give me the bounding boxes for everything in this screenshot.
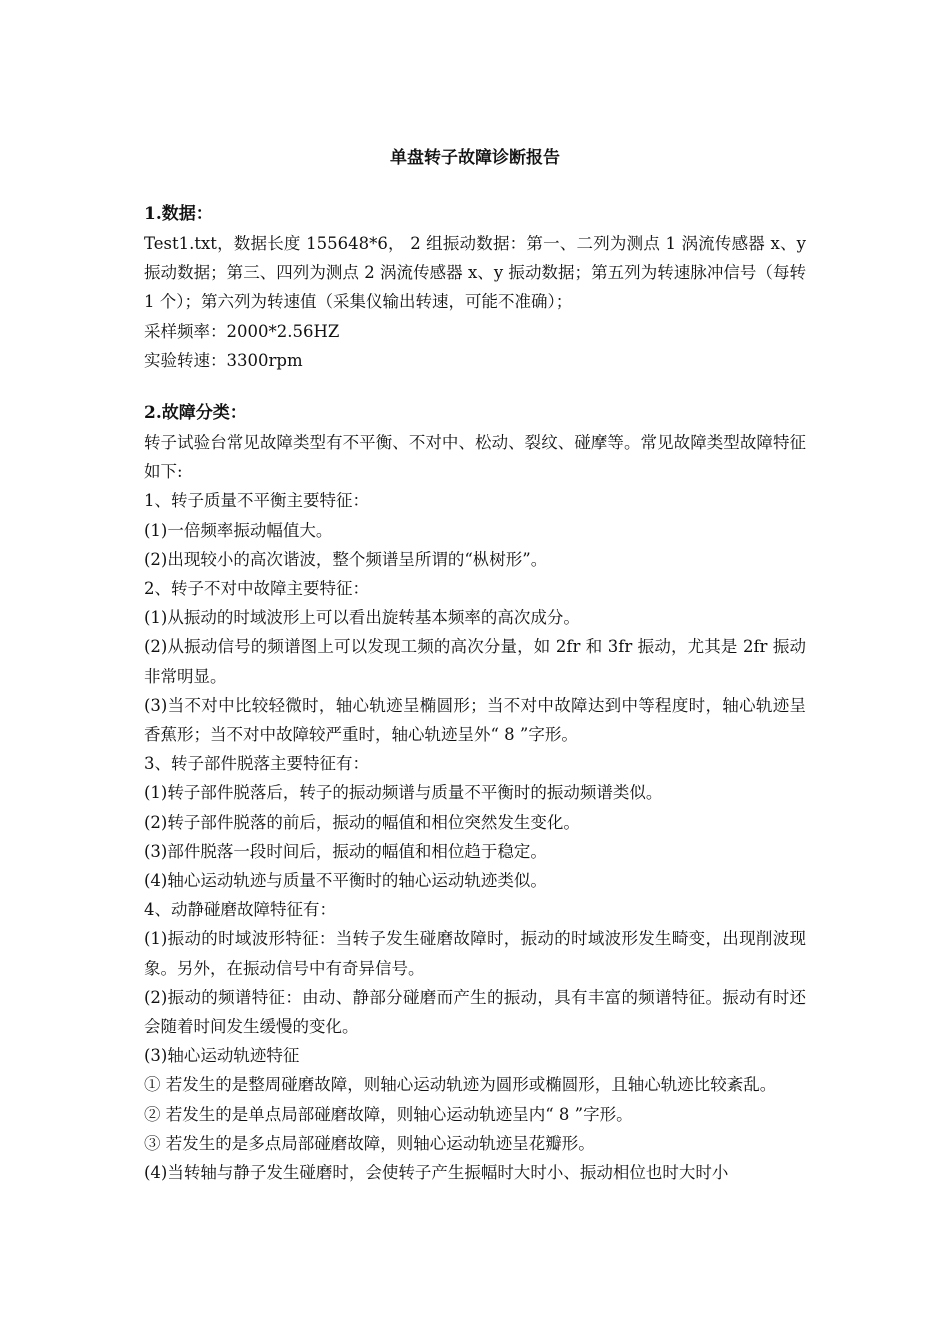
fault-item: (1)从振动的时域波形上可以看出旋转基本频率的高次成分。	[144, 608, 580, 628]
fault-item: 4、动静碰磨故障特征有：	[144, 900, 336, 920]
fault-item: 3、转子部件脱落主要特征有：	[144, 754, 369, 774]
section-fault-classification	[144, 399, 806, 1187]
experiment-speed: 实验转速：3300rpm	[144, 350, 303, 370]
fault-item: ③ 若发生的是多点局部碰磨故障，则轴心运动轨迹呈花瓣形。	[144, 1133, 595, 1153]
fault-item: (1)一倍频率振动幅值大。	[144, 520, 333, 540]
fault-intro: 转子试验台常见故障类型有不平衡、不对中、松动、裂纹、碰摩等。常见故障类型故障特征如下:	[144, 433, 806, 482]
section-data	[144, 200, 806, 375]
fault-item: (4)轴心运动轨迹与质量不平衡时的轴心运动轨迹类似。	[144, 871, 547, 891]
section-gap	[144, 375, 806, 399]
fault-item: (2)出现较小的高次谐波，整个频谱呈所谓的“枞树形”。	[144, 549, 548, 569]
document-page	[144, 144, 806, 1187]
section-fault-heading: 2.故障分类：	[144, 403, 247, 424]
fault-item: (2)从振动信号的频谱图上可以发现工频的高次分量，如 2fr 和 3fr 振动，尤其是 2fr 振动非常明显。	[144, 637, 806, 686]
section-data-heading: 1.数据：	[144, 204, 213, 224]
document-title: 单盘转子故障诊断报告	[390, 148, 560, 168]
fault-item: (1)转子部件脱落后，转子的振动频谱与质量不平衡时的振动频谱类似。	[144, 783, 663, 803]
fault-item: (3)轴心运动轨迹特征	[144, 1046, 300, 1066]
fault-item: (2)转子部件脱落的前后，振动的幅值和相位突然发生变化。	[144, 812, 580, 832]
fault-item: (1)振动的时域波形特征：当转子发生碰磨故障时，振动的时域波形发生畸变，出现削波现象。另外，在振动信号中有奇异信号。	[144, 929, 806, 978]
fault-item: 2、转子不对中故障主要特征：	[144, 579, 369, 599]
sampling-frequency: 采样频率：2000*2.56HZ	[144, 321, 340, 341]
fault-item: ① 若发生的是整周碰磨故障，则轴心运动轨迹为圆形或椭圆形，且轴心轨迹比较紊乱。	[144, 1075, 777, 1095]
fault-item: (2)振动的频谱特征：由动、静部分碰磨而产生的振动，具有丰富的频谱特征。振动有时还会随着时间发生缓慢的变化。	[144, 987, 806, 1037]
data-description: Test1.txt，数据长度 155648*6， 2 组振动数据：第一、二列为测点 1 涡流传感器 x、y 振动数据；第三、四列为测点 2 涡流传感器 x、y 振动数据；第五列为转速脉冲信号（每转 1 个）；第六列为转速值（采集仪输出转速，可能不准确）；	[144, 234, 806, 312]
fault-item: (3)部件脱落一段时间后，振动的幅值和相位趋于稳定。	[144, 841, 547, 861]
fault-item: 1、转子质量不平衡主要特征：	[144, 491, 369, 511]
fault-item: (4)当转轴与静子发生碰磨时，会使转子产生振幅时大时小、振动相位也时大时小	[144, 1163, 729, 1183]
fault-item: ② 若发生的是单点局部碰磨故障，则轴心运动轨迹呈内“ 8 ”字形。	[144, 1104, 633, 1124]
fault-item: (3)当不对中比较轻微时，轴心轨迹呈椭圆形；当不对中故障达到中等程度时，轴心轨迹呈香蕉形；当不对中故障较严重时，轴心轨迹呈外“ 8 ”字形。	[144, 695, 806, 745]
